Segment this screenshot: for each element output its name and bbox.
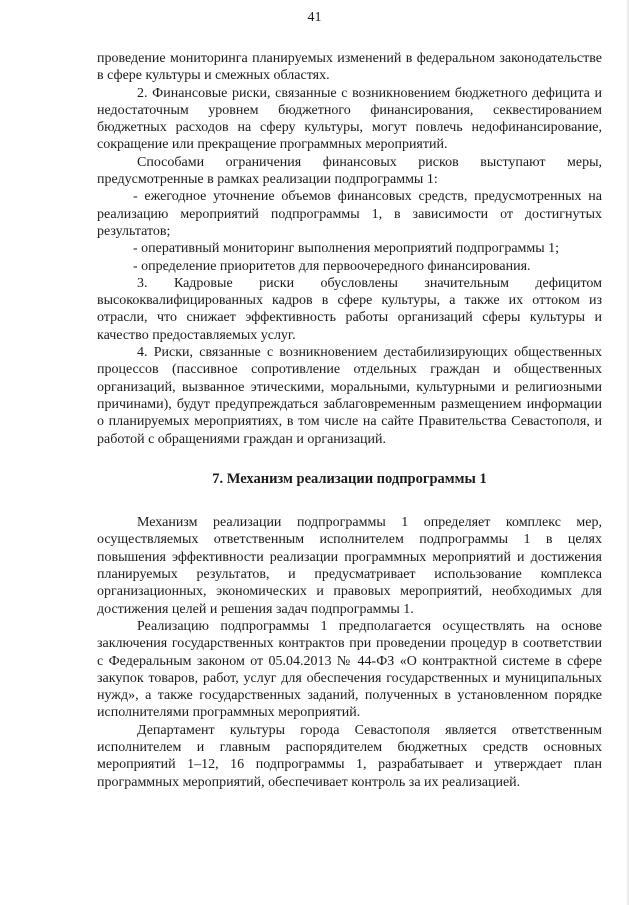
paragraph-financial-risks: 2. Финансовые риски, связанные с возникновением бюджетного дефицита и недостаточным уровнем бюджетного финансирования, секвестированием бюджетных расходов на сферу культуры, могут повлечь недофинансирование, сокращение или прекращение программных мероприятий. [97, 85, 602, 153]
list-item-annual-refinement: - ежегодное уточнение объемов финансовых средств, предусмотренных на реализацию мероприятий подпрограммы 1, в зависимости от достигнутых результатов; [97, 189, 602, 239]
document-body [97, 50, 602, 791]
list-item-operational-monitoring: - оперативный мониторинг выполнения мероприятий подпрограммы 1; [133, 241, 560, 257]
paragraph-monitoring-continuation: проведение мониторинга планируемых изменений в федеральном законодательстве в сфере культуры и смежных областях. [97, 51, 602, 84]
page-number: 41 [307, 10, 322, 25]
paragraph-department: Департамент культуры города Севастополя является ответственным исполнителем и главным распорядителем бюджетных средств основных мероприятий 1–12, 16 подпрограммы 1, разрабатывает и утверждает план программных мероприятий, обеспечивает контроль за их реализацией. [97, 722, 602, 790]
paragraph-risk-limitation: Способами ограничения финансовых рисков выступают меры, предусмотренные в рамках реализации подпрограммы 1: [97, 154, 602, 188]
paragraph-mechanism: Механизм реализации подпрограммы 1 определяет комплекс мер, осуществляемых ответственным исполнителем подпрограммы 1 в целях повышения эффективности реализации программных мероприятий и достижения планируемых результатов, и предусматривает использование комплекса организационных, экономических и правовых мероприятий, необходимых для достижения целей и решения задач подпрограммы 1. [97, 515, 602, 617]
list-item-priority-financing: - определение приоритетов для первоочередного финансирования. [133, 258, 531, 274]
paragraph-social-risks: 4. Риски, связанные с возникновением дестабилизирующих общественных процессов (пассивное сопротивление отдельных граждан и общественных организаций, вызванное этическими, моральными, культурными и религиозными причинами), будут предупреждаться заблаговременным размещением информации о планируемых мероприятиях, в том числе на сайте Правительства Севастополя, и работой с обращениями граждан и организаций. [97, 345, 602, 447]
paragraph-contracts: Реализацию подпрограммы 1 предполагается осуществлять на основе заключения государственных контрактов при проведении процедур в соответствии с Федеральным законом от 05.04.2013 № 44-ФЗ «О контрактной системе в сфере закупок товаров, работ, услуг для обеспечения государственных и муниципальных нужд», а также государственных заданий, полученных в установленном порядке исполнителями программных мероприятий. [97, 618, 602, 721]
section-heading: 7. Механизм реализации подпрограммы 1 [212, 470, 487, 487]
paragraph-personnel-risks: 3. Кадровые риски обусловлены значительным дефицитом высококвалифицированных кадров в сфере культуры, а также их оттоком из отрасли, что снижает эффективность работы организаций сферы культуры и качество предоставляемых услуг. [97, 275, 602, 343]
